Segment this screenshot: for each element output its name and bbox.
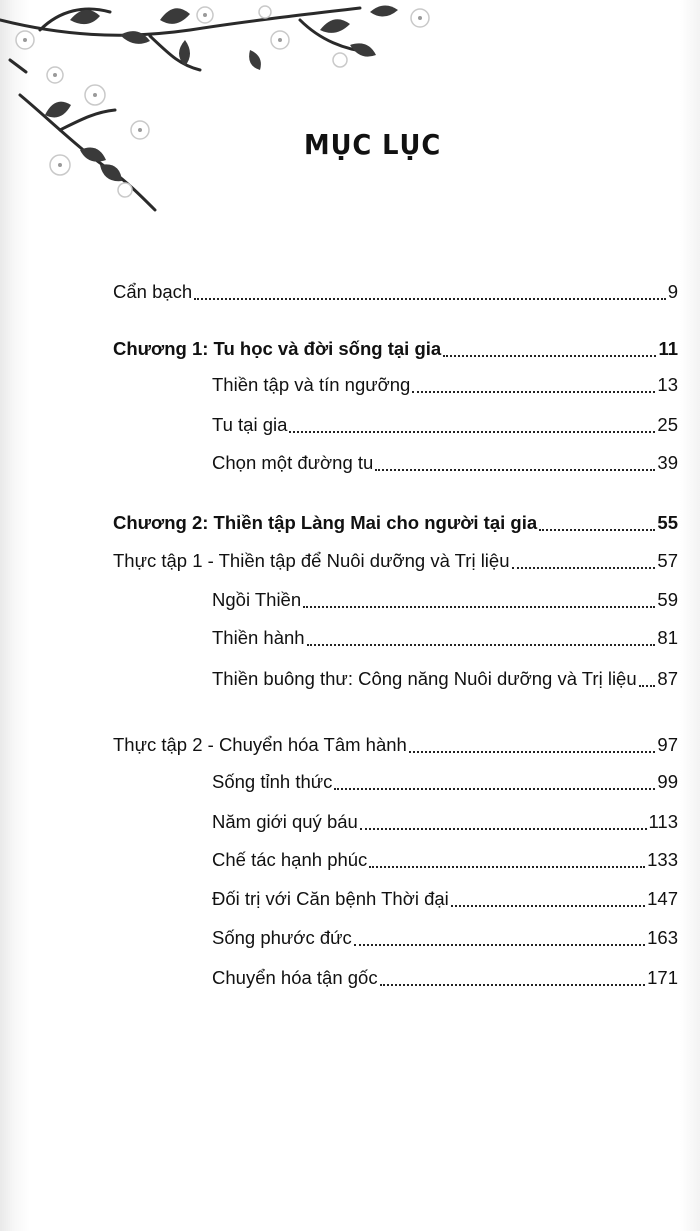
toc-entry-label: Chương 1: Tu học và đời sống tại gia	[113, 338, 442, 359]
toc-entry	[212, 922, 678, 954]
toc-entry	[113, 545, 678, 577]
toc-entry-label: Ngồi Thiền	[212, 589, 302, 610]
leader-dots	[369, 866, 645, 868]
toc-entry-label: Chuyển hóa tận gốc	[212, 967, 378, 988]
toc-entry	[212, 447, 678, 479]
toc-entry	[212, 622, 678, 654]
toc-entry	[212, 962, 678, 994]
leader-dots	[354, 944, 645, 946]
toc-entry-label: Đối trị với Căn bệnh Thời đại	[212, 888, 449, 909]
toc-chapter-entry	[113, 333, 678, 365]
leader-dots	[303, 606, 655, 608]
toc-entry-page: 147	[647, 888, 678, 909]
toc-entry-label: Chọn một đường tu	[212, 452, 374, 473]
leader-dots	[360, 828, 647, 830]
toc-entry-label: Sống phước đức	[212, 927, 352, 948]
toc-entry	[212, 883, 678, 915]
leader-dots	[334, 788, 655, 790]
toc-entry-label: Sống tỉnh thức	[212, 771, 333, 792]
toc-entry	[212, 806, 678, 838]
toc-entry-page: 97	[657, 734, 678, 755]
toc-entry-page: 13	[657, 374, 678, 395]
toc-entry-page: 163	[647, 927, 678, 948]
leader-dots	[194, 298, 666, 300]
toc-entry-label: Thiền hành	[212, 627, 305, 648]
leader-dots	[289, 431, 655, 433]
toc-entry-page: 171	[647, 967, 678, 988]
leader-dots	[412, 391, 655, 393]
toc-entry-page: 55	[657, 512, 678, 533]
toc-entry-label: Chương 2: Thiền tập Làng Mai cho người tại gia	[113, 512, 538, 533]
leader-dots	[451, 905, 645, 907]
toc-entry	[113, 729, 678, 761]
toc-entry-label: Năm giới quý báu	[212, 811, 358, 832]
toc-entry-label: Thiền tập và tín ngưỡng	[212, 374, 411, 395]
toc-entry-label: Tu tại gia	[212, 414, 288, 435]
toc-entry-page: 25	[657, 414, 678, 435]
leader-dots	[380, 984, 646, 986]
page-title: MỤC LỤC	[304, 128, 442, 161]
toc-entry	[212, 663, 678, 695]
toc-entry	[212, 584, 678, 616]
toc-chapter-entry	[113, 507, 678, 539]
leader-dots	[639, 685, 656, 687]
toc-entry	[212, 409, 678, 441]
toc-entry-page: 87	[657, 668, 678, 689]
toc-entry	[212, 766, 678, 798]
leader-dots	[409, 751, 656, 753]
toc-entry-page: 81	[657, 627, 678, 648]
toc-entry-page: 9	[667, 281, 678, 302]
leader-dots	[512, 567, 656, 569]
toc-entry-label: Thực tập 1 - Thiền tập để Nuôi dưỡng và Trị liệu	[113, 550, 510, 571]
toc-entry	[212, 844, 678, 876]
toc-entry-page: 113	[648, 811, 678, 832]
toc-entry-page: 57	[657, 550, 678, 571]
leader-dots	[375, 469, 655, 471]
leader-dots	[443, 355, 656, 357]
toc-entry	[113, 276, 678, 308]
toc-entry-page: 11	[658, 338, 678, 359]
toc-entry-page: 59	[657, 589, 678, 610]
toc-entry-label: Chế tác hạnh phúc	[212, 849, 368, 870]
toc-entry-page: 133	[647, 849, 678, 870]
toc-entry-page: 39	[657, 452, 678, 473]
toc-entry	[212, 369, 678, 401]
leader-dots	[539, 529, 655, 531]
toc-entry-label: Thiền buông thư: Công năng Nuôi dưỡng và Trị liệu	[212, 668, 637, 689]
toc-entry-label: Thực tập 2 - Chuyển hóa Tâm hành	[113, 734, 407, 755]
toc-entry-label: Cẩn bạch	[113, 281, 193, 302]
toc-entry-page: 99	[657, 771, 678, 792]
leader-dots	[307, 644, 656, 646]
